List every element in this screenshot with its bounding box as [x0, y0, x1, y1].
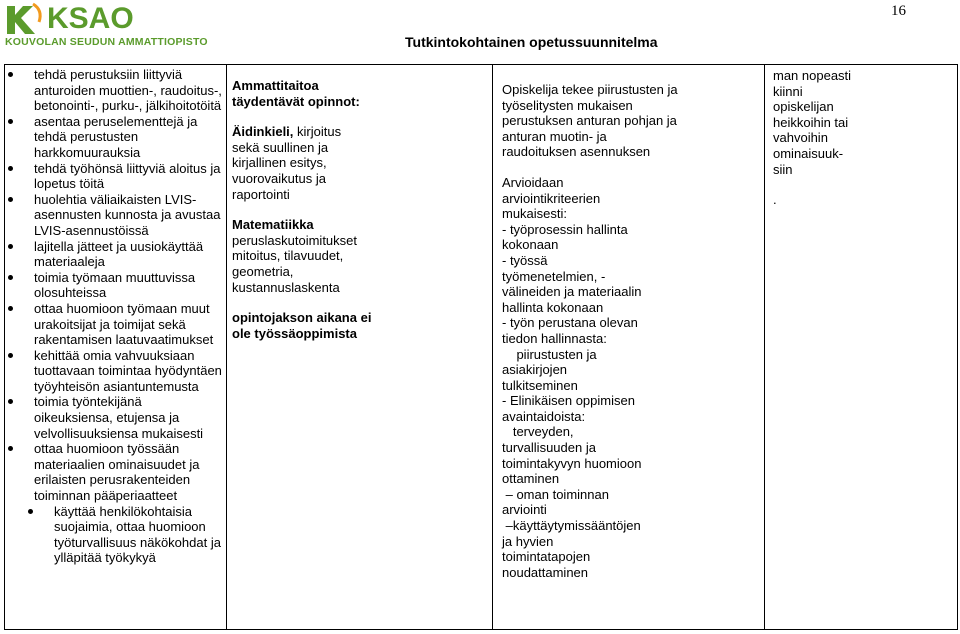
notes-line: siin	[773, 161, 793, 177]
criteria-line: työmenetelmien, -	[502, 268, 606, 284]
table-border-right	[957, 64, 958, 630]
notes-column	[773, 68, 893, 208]
list-item: asentaa peruselementtejä ja tehdä perustusten harkkomuurauksia	[4, 114, 224, 161]
notes-line: opiskelijan	[773, 99, 834, 115]
bullet-icon	[8, 353, 13, 358]
list-item: lajitella jätteet ja uusiokäyttää materiaaleja	[4, 239, 224, 270]
criteria-line: - Elinikäisen oppimisen	[502, 393, 635, 409]
table-border-bottom	[4, 629, 958, 630]
document-title: Tutkintokohtainen opetussuunnitelma	[405, 34, 658, 50]
supplementary-studies-column	[232, 78, 372, 341]
criteria-line: avaintaidoista:	[502, 408, 586, 424]
skills-sublist	[4, 504, 224, 566]
bullet-icon	[8, 244, 13, 249]
list-item: kehittää omia vahvuuksiaan tuottavaan toimintaa hyödyntäen työyhteisön asiantuntemusta	[4, 348, 224, 395]
criteria-line: ottaminen	[502, 471, 560, 487]
criteria-line: arviointikriteerien	[502, 190, 601, 206]
notes-line: kiinni	[773, 83, 803, 99]
criteria-line: - työssä	[502, 252, 548, 268]
assessment-criteria	[502, 175, 682, 580]
page-number: 16	[891, 3, 906, 19]
criteria-line: mukaisesti:	[502, 206, 568, 222]
ksao-logo	[3, 2, 231, 50]
notes-dot: .	[773, 192, 777, 208]
criteria-line: –käyttäytymissääntöjen	[502, 518, 641, 534]
criteria-line: piirustusten ja	[502, 346, 597, 362]
criteria-line: terveyden,	[502, 424, 574, 440]
criteria-line: Arvioidaan	[502, 174, 564, 190]
list-item: huolehtia väliaikaisten LVIS-asennusten kunnosta ja avustaa LVIS-asennustöissä	[4, 192, 224, 239]
bullet-icon	[8, 166, 13, 171]
table-border-top	[4, 64, 958, 65]
list-item: toimia työmaan muuttuvissa olosuhteissa	[4, 270, 224, 301]
list-item: tehdä työhönsä liittyviä aloitus ja lopetus töitä	[4, 161, 224, 192]
criteria-line: toimintatapojen	[502, 549, 591, 565]
notes-line: ominaisuuk-	[773, 145, 844, 161]
skills-list	[4, 67, 224, 504]
criteria-line: turvallisuuden ja	[502, 440, 596, 456]
finnish-language-section: Äidinkieli, kirjoitus sekä suullinen ja kirjallinen esitys, vuorovaikutus ja raportointi	[232, 124, 342, 202]
criteria-line: tulkitseminen	[502, 377, 578, 393]
criteria-line: tiedon hallinnasta:	[502, 330, 607, 346]
list-item: ottaa huomioon työmaan muut urakoitsijat ja toimijat sekä rakentamisen laatuvaatimukset	[4, 301, 224, 348]
bullet-icon	[8, 446, 13, 451]
criteria-line: - työn perustana olevan	[502, 315, 638, 331]
column-divider-2	[492, 64, 493, 630]
assessment-column	[502, 82, 682, 580]
bullet-icon	[8, 197, 13, 202]
criteria-line: välineiden ja materiaalin	[502, 284, 642, 300]
column-divider-3	[764, 64, 765, 630]
supplementary-heading: Ammattitaitoa täydentävät opinnot:	[232, 78, 360, 109]
notes-line: heikkoihin tai	[773, 114, 849, 130]
bullet-icon	[8, 306, 13, 311]
bullet-icon	[8, 399, 13, 404]
skills-column	[4, 67, 224, 566]
no-work-placement-note: opintojakson aikana ei ole työssäoppimista	[232, 310, 372, 341]
criteria-line: kokonaan	[502, 237, 559, 253]
criteria-line: hallinta kokonaan	[502, 299, 604, 315]
list-item: käyttää henkilökohtaisia suojaimia, ottaa huomioon työturvallisuus näkökohdat ja ylläpitää työkykyä	[4, 504, 224, 566]
list-item: toimia työntekijänä oikeuksiensa, etujensa ja velvollisuuksiensa mukaisesti	[4, 394, 224, 441]
notes-line: vahvoihin	[773, 130, 828, 146]
column-divider-1	[226, 64, 227, 630]
logo-subtitle: KOUVOLAN SEUDUN AMMATTIOPISTO	[5, 36, 208, 48]
bullet-icon	[8, 275, 13, 280]
demonstration-description: Opiskelija tekee piirustusten ja työselitysten mukaisen perustuksen anturan pohjan ja anturan muotin- ja raudoituksen asennuksen	[502, 82, 678, 160]
bullet-icon	[8, 72, 13, 77]
criteria-line: arviointi	[502, 502, 547, 518]
logo-text: KSAO	[47, 2, 134, 35]
ksao-logo-icon	[3, 2, 47, 36]
criteria-line: asiakirjojen	[502, 362, 568, 378]
bullet-icon	[8, 119, 13, 124]
mathematics-text: peruslaskutoimitukset mitoitus, tilavuudet, geometria, kustannuslaskenta	[232, 232, 357, 295]
criteria-line: - työprosessin hallinta	[502, 221, 628, 237]
curriculum-table	[4, 64, 958, 630]
criteria-line: – oman toiminnan	[502, 486, 609, 502]
criteria-line: noudattaminen	[502, 564, 589, 580]
bullet-icon	[28, 509, 33, 514]
criteria-line: ja hyvien	[502, 533, 554, 549]
notes-line: man nopeasti	[773, 68, 852, 83]
criteria-line: toimintakyvyn huomioon	[502, 455, 642, 471]
mathematics-title: Matematiikka	[232, 217, 314, 233]
list-item: ottaa huomioon työssään materiaalien ominaisuudet ja erilaisten perusrakenteiden toiminnan pääperiaatteet	[4, 441, 224, 503]
list-item: tehdä perustuksiin liittyviä anturoiden muottien-, raudoitus-, betonointi-, purku-, jälkihoitotöitä	[4, 67, 224, 114]
